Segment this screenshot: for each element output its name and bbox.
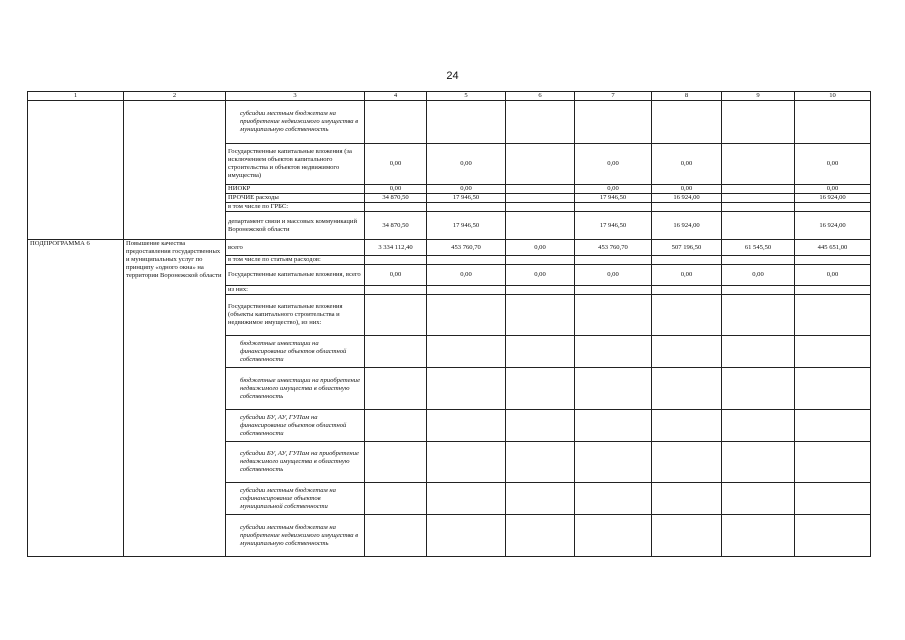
header-cell: 6 [506,92,575,101]
cell-value: 16 924,00 [795,194,871,203]
cell-value: 0,00 [427,144,506,185]
cell-value: 0,00 [652,185,722,194]
row-label: Государственные капитальные вложения (за исключением объектов капитального строительства и объектов недвижимого имущества) [226,144,365,185]
cell-value: 0,00 [506,240,575,256]
cell-value: 453 760,70 [427,240,506,256]
row-label: ПРОЧИЕ расходы [226,194,365,203]
cell-value: 0,00 [427,265,506,286]
header-cell: 2 [124,92,226,101]
cell-value: 0,00 [795,265,871,286]
cell-col2-empty [124,101,226,240]
cell-value: 0,00 [652,265,722,286]
cell-value: 0,00 [575,185,652,194]
cell-value: 3 334 112,40 [365,240,427,256]
cell-value: 0,00 [506,265,575,286]
header-row [28,92,871,101]
cell-value: 17 946,50 [575,212,652,240]
cell-value: 16 924,00 [652,212,722,240]
cell-value: 0,00 [575,144,652,185]
row-label: всего [226,240,365,256]
cell-value: 16 924,00 [652,194,722,203]
cell-value: 17 946,50 [427,194,506,203]
row-label: бюджетные инвестиции на финансирование объектов областной собственности [226,336,365,368]
cell-value: 0,00 [365,144,427,185]
header-cell: 4 [365,92,427,101]
cell-value: 34 870,50 [365,212,427,240]
cell-value: 0,00 [722,265,795,286]
cell-col1-empty [28,101,124,240]
cell-value: 445 651,00 [795,240,871,256]
cell-value: 61 545,50 [722,240,795,256]
cell-value: 453 760,70 [575,240,652,256]
cell-value: 0,00 [575,265,652,286]
row-label: департамент связи и массовых коммуникаций Воронежской области [226,212,365,240]
row-label: субсидии местным бюджетам на приобретение недвижимого имущества в муниципальную собственность [226,101,365,144]
header-cell: 10 [795,92,871,101]
cell-value: 0,00 [365,185,427,194]
row-label: Государственные капитальные вложения (объекты капитального строительства и недвижимое имущество), из них: [226,295,365,336]
header-cell: 3 [226,92,365,101]
row-label: субсидии местным бюджетам на приобретение недвижимого имущества в муниципальную собственность [226,515,365,557]
row-label: из них: [226,286,365,295]
row-label: в том числе по статьям расходов: [226,256,365,265]
cell-value: 0,00 [365,265,427,286]
row-label: субсидии БУ, АУ, ГУПам на приобретение недвижимого имущества в областную собственность [226,442,365,483]
subprogram-title: Повышение качества предоставления государственных и муниципальных услуг по принципу «одного окна» на территории Воронежской области [124,240,226,557]
row-label: в том числе по ГРБС: [226,203,365,212]
cell-value: 0,00 [795,144,871,185]
row-label: субсидии местным бюджетам на софинансирование объектов муниципальной собственности [226,483,365,515]
cell-value: 507 196,50 [652,240,722,256]
header-cell: 9 [722,92,795,101]
cell-value: 0,00 [652,144,722,185]
row-label: НИОКР [226,185,365,194]
header-cell: 5 [427,92,506,101]
table-row [28,101,871,144]
header-cell: 8 [652,92,722,101]
row-label: субсидии БУ, АУ, ГУПам на финансирование объектов областной собственности [226,410,365,442]
cell-value: 0,00 [427,185,506,194]
budget-table [27,91,871,557]
cell-value: 17 946,50 [575,194,652,203]
row-label: бюджетные инвестиции на приобретение недвижимого имущества в областную собственность [226,368,365,410]
cell-value: 0,00 [795,185,871,194]
table-row [28,240,871,256]
cell-value: 17 946,50 [427,212,506,240]
cell-value: 16 924,00 [795,212,871,240]
cell-value: 34 870,50 [365,194,427,203]
page-number: 24 [446,70,459,82]
header-cell: 7 [575,92,652,101]
subprogram-code: ПОДПРОГРАММА 6 [28,240,124,557]
header-cell: 1 [28,92,124,101]
row-label: Государственные капитальные вложения, всего [226,265,365,286]
